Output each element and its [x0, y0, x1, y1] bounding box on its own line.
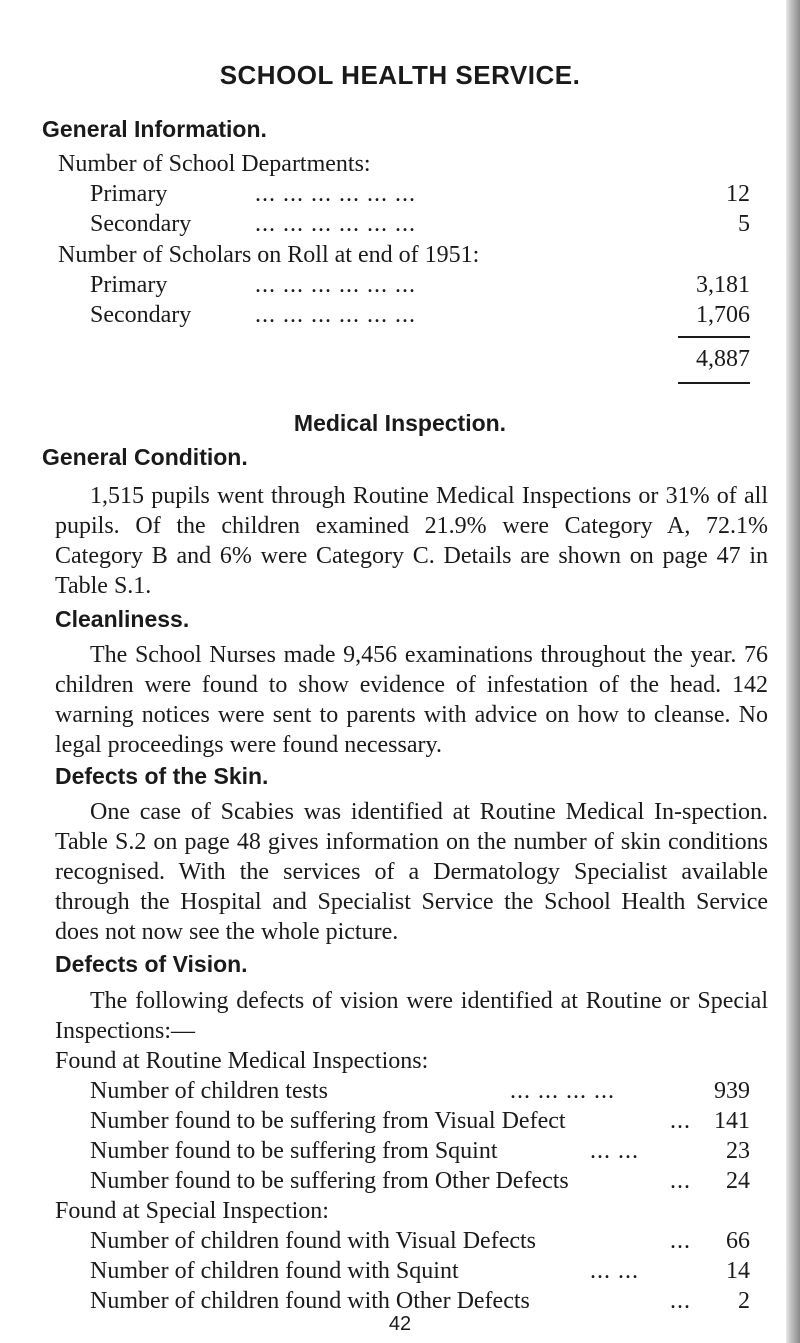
leader-dots: ... ... ... ... ... ...	[255, 211, 416, 237]
row-label: Primary	[90, 181, 168, 207]
row-label: Secondary	[90, 211, 192, 237]
departments-label: Number of School Departments:	[58, 151, 371, 177]
row-value: 23	[726, 1138, 750, 1164]
skin-defects-paragraph	[55, 797, 768, 947]
vision-defects-heading: Defects of Vision.	[55, 951, 248, 977]
medical-inspection-heading: Medical Inspection.	[293, 410, 507, 436]
routine-row	[90, 1106, 750, 1136]
routine-inspections-label: Found at Routine Medical Inspections:	[55, 1048, 429, 1074]
leader-dots: ... ... ... ... ... ...	[255, 272, 416, 298]
row-value: 24	[726, 1168, 750, 1194]
leader-dots: ... ...	[590, 1258, 639, 1284]
row-value: 14	[726, 1258, 750, 1284]
page-number: 42	[388, 1313, 412, 1335]
row-value: 3,181	[696, 272, 750, 298]
row-label: Number found to be suffering from Squint	[90, 1138, 498, 1164]
cleanliness-heading: Cleanliness.	[55, 606, 190, 632]
total-rule-top	[678, 336, 750, 338]
row-label: Number of children tests	[90, 1078, 328, 1104]
special-row	[90, 1286, 750, 1316]
leader-dots: ... ... ... ... ... ...	[255, 181, 416, 207]
routine-row	[90, 1166, 750, 1196]
row-value: 141	[714, 1108, 750, 1134]
row-label: Number of children found with Squint	[90, 1258, 459, 1284]
page-edge-shadow	[786, 0, 800, 1343]
leader-dots: ... ... ... ...	[510, 1078, 615, 1104]
row-value: 2	[738, 1288, 750, 1314]
paragraph-text: The following defects of vision were identified at Routine or Special Inspections:—	[55, 988, 768, 1044]
row-value: 939	[714, 1078, 750, 1104]
row-label: Number found to be suffering from Visual Defect	[90, 1108, 566, 1134]
leader-dots: ...	[670, 1168, 691, 1194]
scholars-label: Number of Scholars on Roll at end of 1951:	[58, 242, 480, 268]
leader-dots: ... ... ... ... ... ...	[255, 302, 416, 328]
routine-row	[90, 1136, 750, 1166]
row-label: Number found to be suffering from Other Defects	[90, 1168, 569, 1194]
row-label: Number of children found with Other Defects	[90, 1288, 530, 1314]
paragraph-text: 1,515 pupils went through Routine Medical Inspections or 31% of all pupils. Of the children examined 21.9% were Category A, 72.1% Category B and 6% were Category C. Details are shown on page 47 in Table S.1.	[55, 483, 768, 599]
general-information-heading: General Information.	[42, 116, 267, 142]
scholars-secondary-row	[90, 300, 750, 330]
departments-primary-row	[90, 179, 750, 209]
special-row	[90, 1226, 750, 1256]
row-label: Secondary	[90, 302, 192, 328]
general-condition-heading: General Condition.	[42, 444, 248, 470]
departments-secondary-row	[90, 209, 750, 239]
leader-dots: ...	[670, 1108, 691, 1134]
paragraph-text: The School Nurses made 9,456 examinations throughout the year. 76 children were found to show evidence of infestation of the head. 142 warning notices were sent to parents with advice on how to cleanse. No legal proceedings were found necessary.	[55, 642, 768, 758]
special-inspection-label: Found at Special Inspection:	[55, 1198, 329, 1224]
scholars-primary-row	[90, 270, 750, 300]
row-value: 1,706	[696, 302, 750, 328]
row-value: 66	[726, 1228, 750, 1254]
row-value: 5	[738, 211, 750, 237]
row-value: 12	[726, 181, 750, 207]
leader-dots: ... ...	[590, 1138, 639, 1164]
skin-defects-heading: Defects of the Skin.	[55, 763, 269, 789]
total-rule-bottom	[678, 382, 750, 384]
leader-dots: ...	[670, 1228, 691, 1254]
special-row	[90, 1256, 750, 1286]
paragraph-text: One case of Scabies was identified at Routine Medical In-spection. Table S.2 on page 48 gives information on the number of skin conditions recognised. With the services of a Dermatology Specialist available through the Hospital and Specialist Service the School Health Service does not now see the whole picture.	[55, 799, 768, 945]
vision-intro-paragraph	[55, 986, 768, 1046]
leader-dots: ...	[670, 1288, 691, 1314]
cleanliness-paragraph	[55, 640, 768, 760]
row-label: Primary	[90, 272, 168, 298]
row-label: Number of children found with Visual Defects	[90, 1228, 537, 1254]
routine-row	[90, 1076, 750, 1106]
page-title: SCHOOL HEALTH SERVICE.	[219, 60, 581, 90]
scholars-total: 4,887	[696, 346, 750, 372]
general-condition-paragraph	[55, 481, 768, 601]
